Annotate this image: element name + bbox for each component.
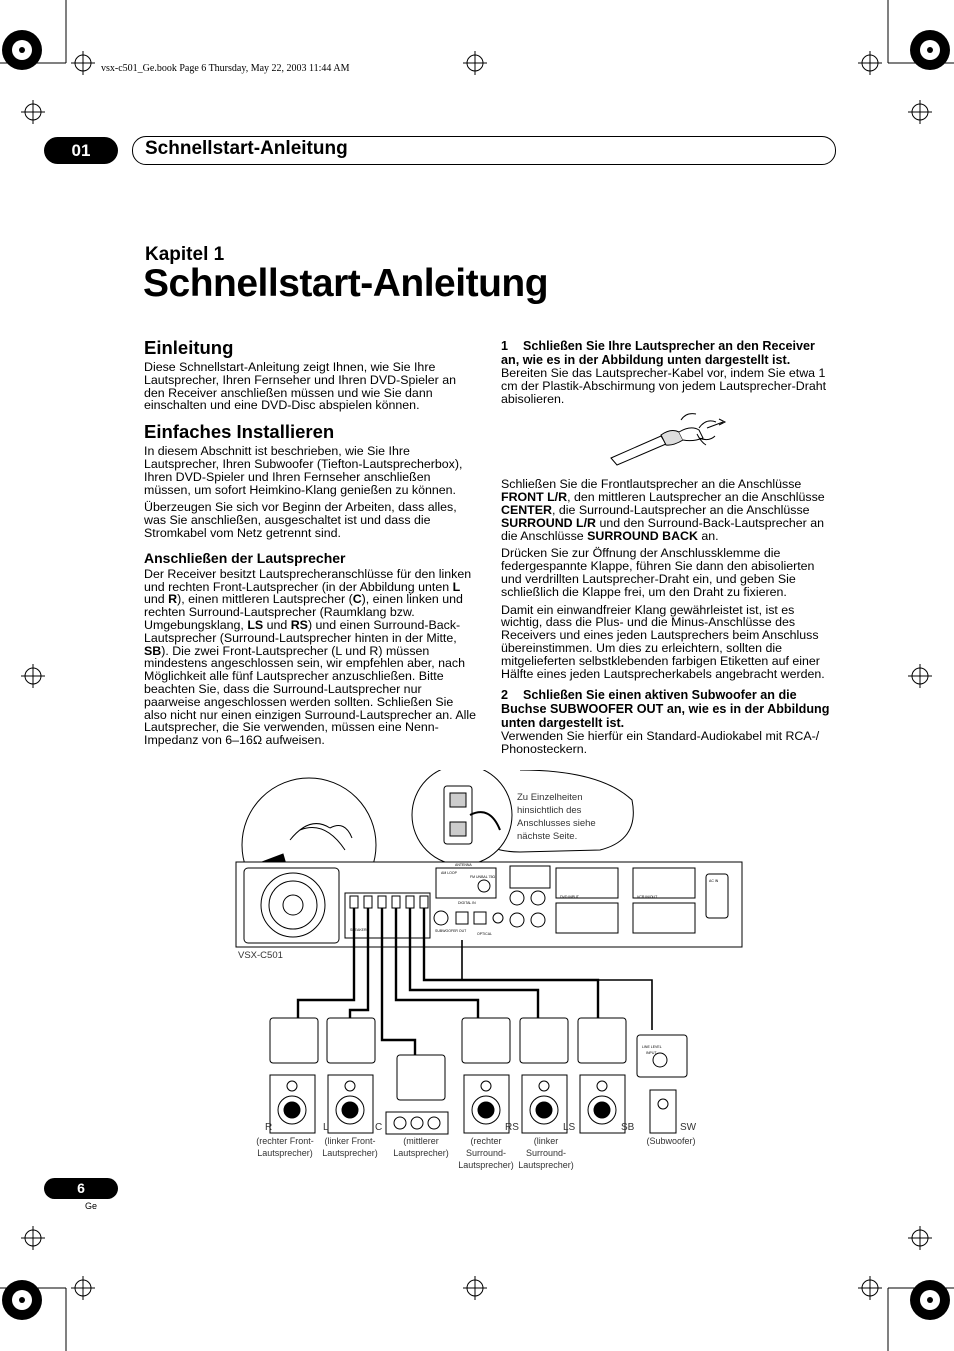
page-number: 6: [44, 1178, 118, 1199]
speaker-label-rs-1: (rechter: [470, 1136, 502, 1146]
left-column: [144, 337, 479, 752]
speaker-code-ls: LS: [563, 1122, 576, 1133]
speaker-code-sb: SB: [621, 1122, 635, 1133]
step-1-heading: 1 Schließen Sie Ihre Lautsprecher an den Receiver an, wie es in der Abbildung unten dargestellt ist.: [501, 339, 815, 367]
speaker-label-rs-3: Lautsprecher): [458, 1160, 514, 1170]
panel-label-speakers: SPEAKERS: [350, 928, 369, 932]
terminal-magnifier: [412, 770, 512, 865]
speaker-box-c: [386, 1112, 448, 1134]
speaker-label-c-2: Lautsprecher): [393, 1148, 449, 1158]
speaker-label-l-2: Lautsprecher): [322, 1148, 378, 1158]
polarity-paragraph: Damit ein einwandfreier Klang gewährleistet ist, ist es wichtig, dass die Plus- und die Minus-Anschlüsse des Receivers und eines jeden Lautsprechers beim Anschluss übereinstimmen. Um dies zu erleichtern, sollten die mitgelieferten selbstklebenden farbigen Etiketten auf einer Hälfte eines jeden Lautsprecherkabels angebracht werden.: [501, 602, 825, 681]
speakers-paragraph: Der Receiver besitzt Lautsprecheranschlüsse für den linken und rechten Front-Lautsprecher (in der Abbildung unten L und R), einen mittleren Lautsprecher (C), einen linken und rechten Surround-Lautsprecher (Raumklang bzw. Umgebungsklang, LS und RS) und einen Surround-Back-Lautsprecher (Surround-Lautsprecher hinten in der Mitte, SB). Die zwei Front-Lautsprecher (L und R) müssen mindestens angeschlossen sein, wir empfehlen aber, nach Möglichkeit alle fünf Lautsprecher anzuschließen. Bitte beachten Sie, dass die Surround-Lautsprecher nur paarweise angeschlossen werden sollten. Schließen Sie also nicht nur einen einzigen Surround-Lautsprecher an. Alle Lautsprecher, die Sie verwenden, müssen eine Nenn-Impedanz von 6–16Ω aufweisen.: [144, 566, 477, 748]
install-paragraph-1: In diesem Abschnitt ist beschrieben, wie Sie Ihre Lautsprecher, Ihren Subwoofer (Tiefton-Lautsprecherbox), Ihren DVD-Spieler und Ihren Fernseher anschließen müssen, um sofort Heimkino-Klang genießen zu können.: [144, 444, 463, 497]
speaker-label-ls-3: Lautsprecher): [518, 1160, 574, 1170]
speaker-connection-diagram: [225, 770, 745, 1180]
connect-paragraph: Schließen Sie die Frontlautsprecher an die Anschlüsse FRONT L/R, den mittleren Lautsprecher an die Anschlüsse CENTER, die Surround-Lautsprecher an die Anschlüsse SURROUND L/R und den Surround-Back-Lautsprecher an die Anschlüsse SURROUND BACK an.: [501, 477, 825, 543]
model-label: VSX-C501: [238, 950, 283, 961]
right-column: [501, 339, 833, 761]
install-paragraph-2: Überzeugen Sie sich vor Beginn der Arbeiten, dass alles, was Sie anschließen, ausgeschaltet ist und dass die Stromkabel vom Netz getrennt sind.: [144, 500, 457, 540]
panel-label-fm: FM UNBAL 75Ω: [470, 875, 496, 879]
print-header: vsx-c501_Ge.book Page 6 Thursday, May 22, 2003 11:44 AM: [101, 63, 350, 74]
starburst-mark-bl: [2, 1280, 42, 1320]
heading-einfaches-installieren: Einfaches Installieren: [144, 421, 335, 443]
sub-input-label-2: INPUT: [646, 1051, 657, 1055]
header-title: Schnellstart-Anleitung: [145, 138, 348, 159]
press-paragraph: Drücken Sie zur Öffnung der Anschlussklemme die federgespannte Klappe, führen Sie dann den abisolierten und verdrillten Lautsprecher-Draht ein, und geben Sie schließlich die Klappe frei, um den Draht zu fixieren.: [501, 546, 815, 599]
panel-label-am-loop: AM LOOP: [441, 871, 457, 875]
stripped-wire-illustration: [501, 410, 833, 468]
callout-line-3: Anschlusses siehe: [517, 818, 596, 829]
panel-label-optical: OPTICAL: [477, 932, 492, 936]
panel-label-subwoofer-out: SUBWOOFER OUT: [435, 929, 467, 933]
heading-einleitung: Einleitung: [144, 337, 234, 358]
speaker-label-ls-2: Surround-: [525, 1148, 567, 1158]
callout-line-2: hinsichtlich des: [517, 805, 582, 816]
starburst-mark-br: [910, 1280, 950, 1320]
speaker-code-c: C: [375, 1122, 383, 1133]
sub-input-label-1: LINE LEVEL: [642, 1045, 662, 1049]
callout-line-1: Zu Einzelheiten: [517, 792, 583, 803]
panel-label-antenna: ANTENNA: [455, 863, 472, 867]
starburst-mark-tr: [910, 30, 950, 70]
panel-label-dvd-input: DVD INPUT: [560, 895, 579, 899]
chapter-tab: 01: [44, 137, 118, 164]
starburst-mark-tl: [2, 30, 42, 70]
speaker-label-sw: (Subwoofer): [646, 1136, 696, 1146]
panel-label-digital-in: DIGITAL IN: [458, 901, 476, 905]
speaker-label-ls-1: (linker: [533, 1136, 559, 1146]
step-2-paragraph: Verwenden Sie hierfür ein Standard-Audiokabel mit RCA-/ Phonosteckern.: [501, 729, 820, 757]
heading-anschliessen-lautsprecher: Anschließen der Lautsprecher: [144, 549, 346, 566]
speaker-label-l-1: (linker Front-: [324, 1136, 376, 1146]
intro-paragraph: Diese Schnellstart-Anleitung zeigt Ihnen, wie Sie Ihre Lautsprecher, Ihren Fernseher und Ihren DVD-Spieler an den Receiver anschließen müssen und wie Sie dann einschalten und eine DVD-Disc abspielen können.: [144, 360, 457, 413]
step-1-paragraph: Bereiten Sie das Lautsprecher-Kabel vor, indem Sie etwa 1 cm der Plastik-Abschirmung von jedem Lautsprecher-Draht abisolieren.: [501, 366, 827, 406]
callout-line-4: nächste Seite.: [517, 831, 578, 842]
panel-label-ac-in: AC IN: [709, 879, 719, 883]
panel-label-vcr: VCR IN/OUT: [637, 895, 658, 899]
chapter-label: Kapitel 1: [145, 244, 225, 265]
subwoofer-box: [650, 1090, 676, 1133]
speaker-label-r-2: Lautsprecher): [257, 1148, 313, 1158]
speaker-code-sw: SW: [680, 1122, 697, 1133]
speaker-label-c-1: (mittlerer: [403, 1136, 439, 1146]
page-language: Ge: [85, 1201, 98, 1211]
speaker-code-l: L: [323, 1122, 329, 1133]
speaker-label-r-1: (rechter Front-: [256, 1136, 314, 1146]
speaker-code-r: R: [265, 1122, 273, 1133]
speaker-label-rs-2: Surround-: [465, 1148, 507, 1158]
speaker-code-rs: RS: [505, 1122, 519, 1133]
chapter-title: Schnellstart-Anleitung: [143, 262, 549, 305]
step-2-heading: 2 Schließen Sie einen aktiven Subwoofer an die Buchse SUBWOOFER OUT an, wie es in der Abbildung unten dargestellt ist.: [501, 688, 830, 731]
